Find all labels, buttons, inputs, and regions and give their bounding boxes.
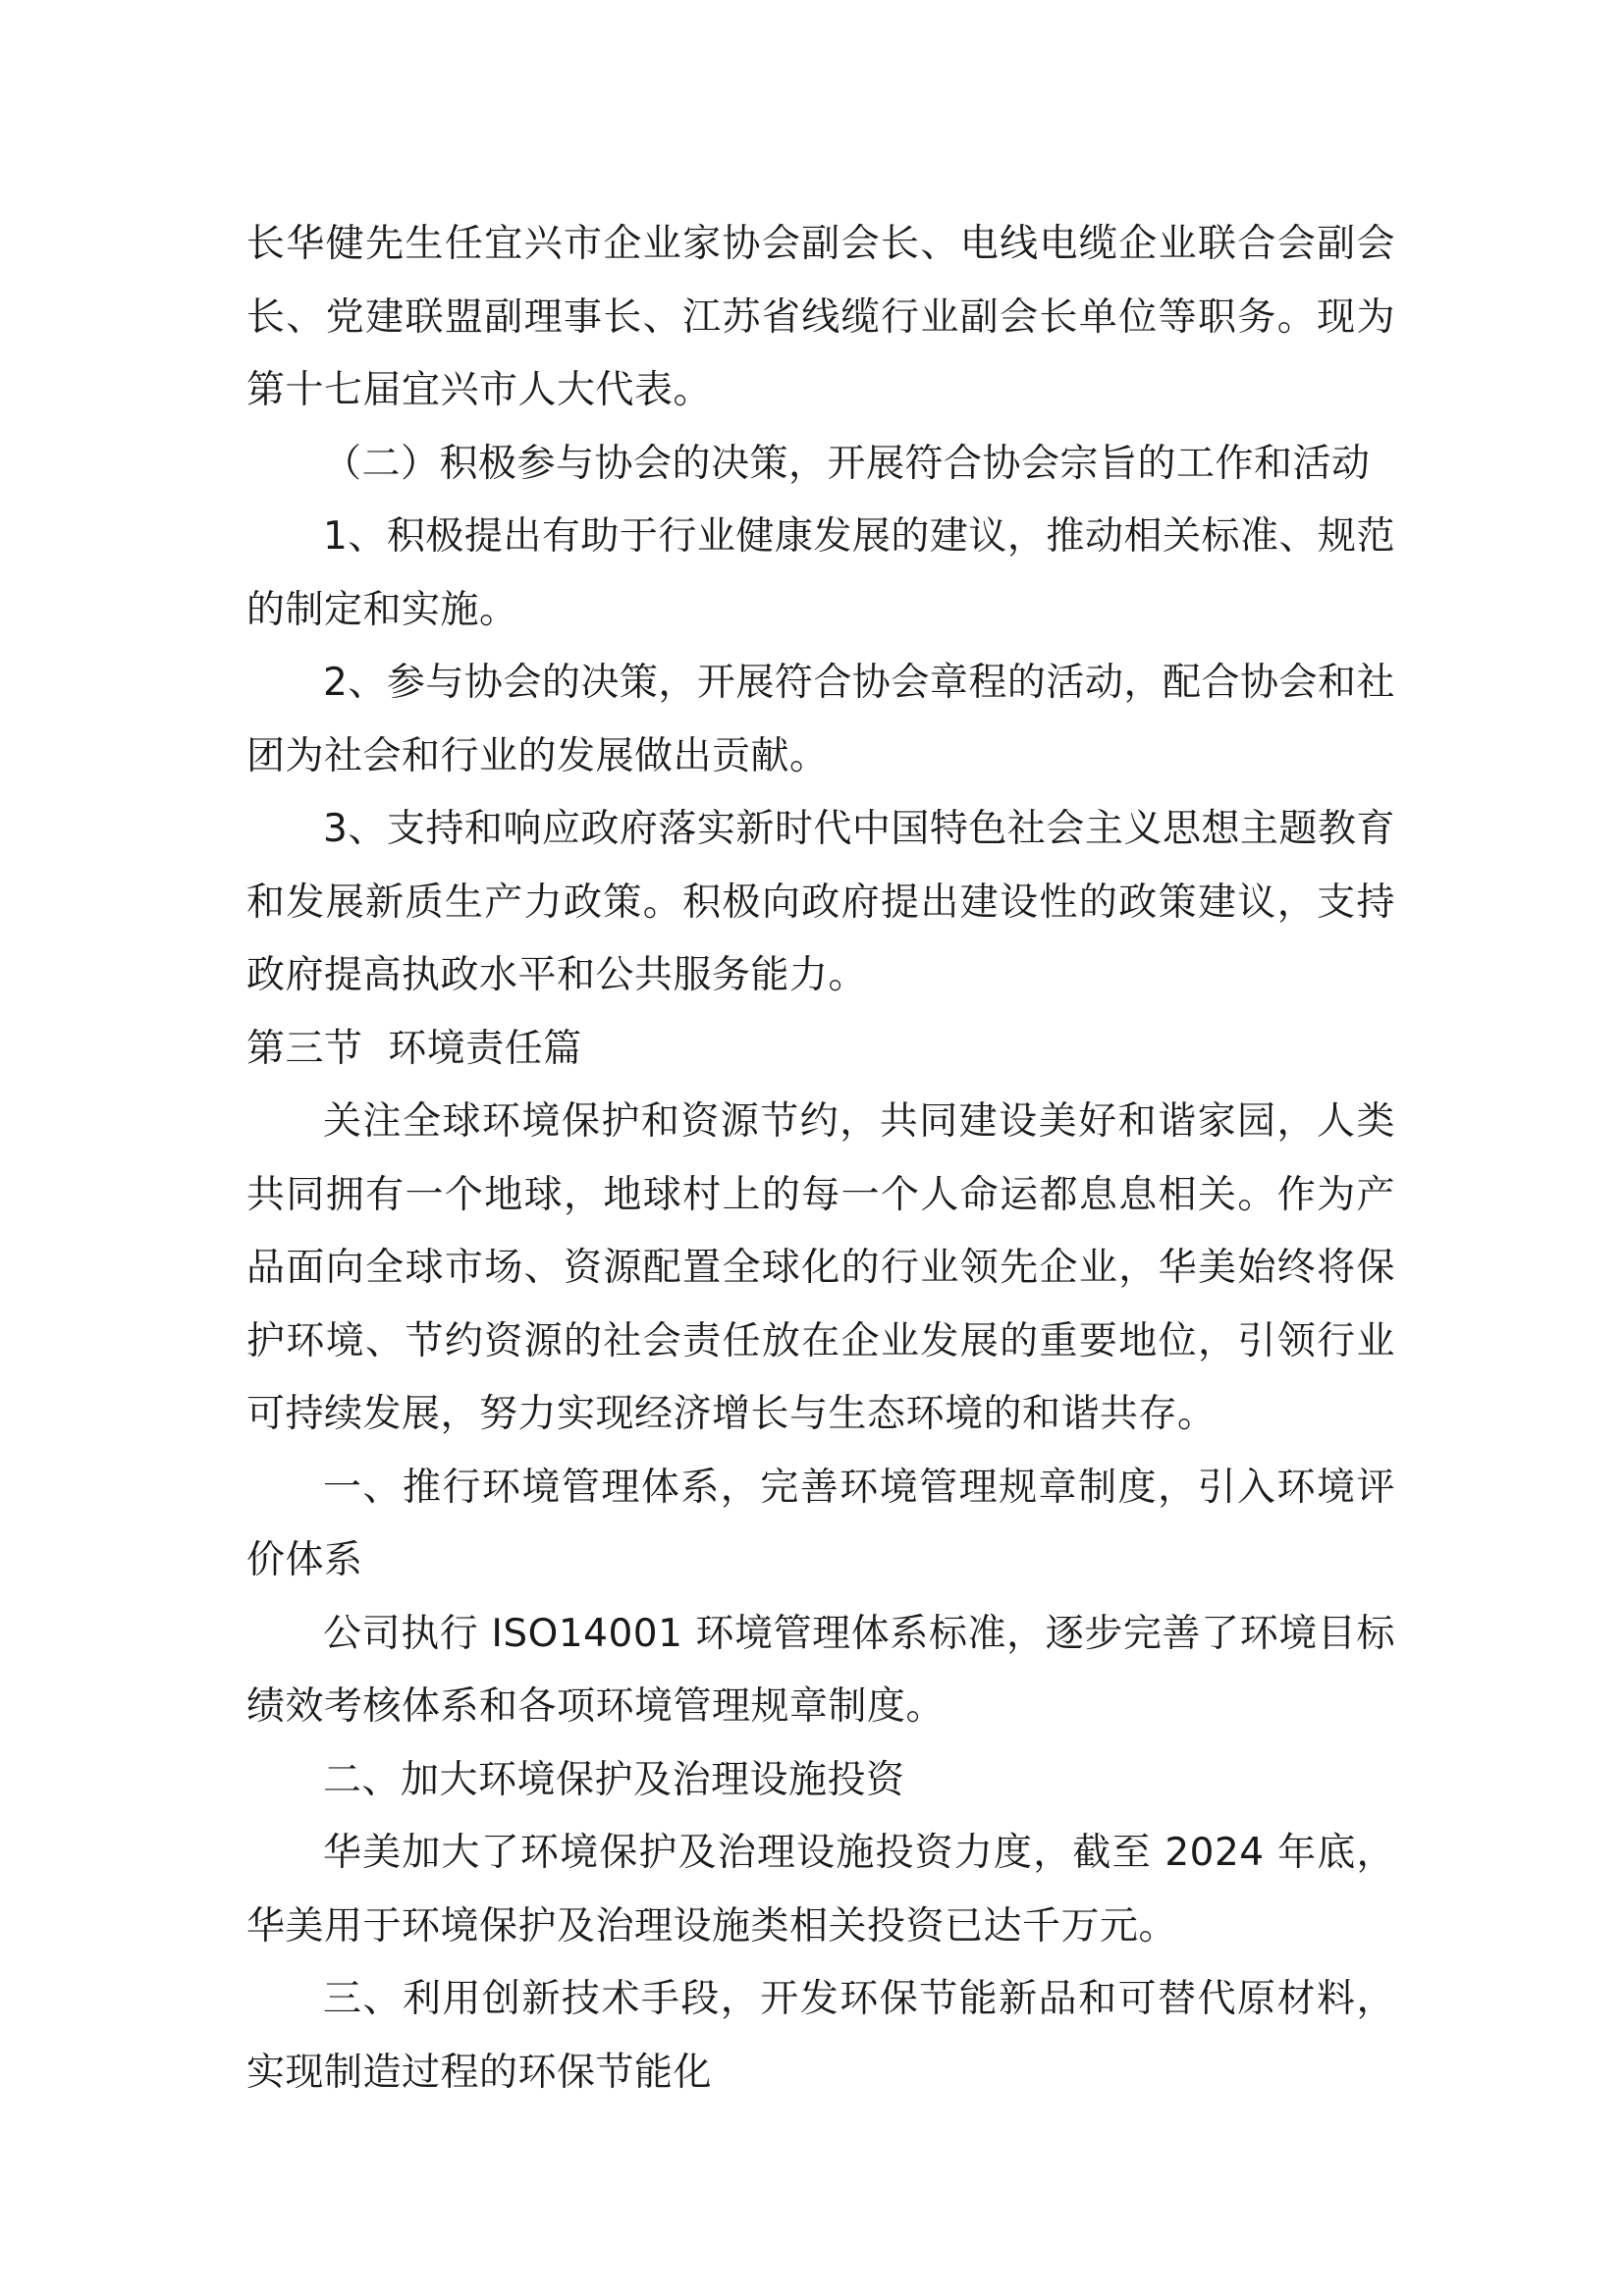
list-item-1: 1、积极提出有助于行业健康发展的建议，推动相关标准、规范的制定和实施。 [246,514,1395,632]
subsection-heading-association: （二）积极参与协会的决策，开展符合协会宗旨的工作和活动 [323,441,1371,486]
paragraph-continuation: 长华健先生任宜兴市企业家协会副会长、电线电缆企业联合会副会长、党建联盟副理事长、江苏省线缆行业副会长单位等职务。现为第十七届宜兴市人大代表。 [246,222,1395,412]
paragraph-iso14001: 公司执行 ISO14001 环境管理体系标准，逐步完善了环境目标绩效考核体系和各项环境管理规章制度。 [246,1611,1395,1729]
paragraph-investment: 华美加大了环境保护及治理设施投资力度，截至 2024 年底，华美用于环境保护及治理设施类相关投资已达千万元。 [246,1831,1395,1949]
section-heading-environment: 第三节 环境责任篇 [246,1026,582,1071]
paragraph-environment-intro: 关注全球环境保护和资源节约，共同建设美好和谐家园，人类共同拥有一个地球，地球村上的每一个人命运都息息相关。作为产品面向全球市场、资源配置全球化的行业领先企业，华美始终将保护环境、节约资源的社会责任放在企业发展的重要地位，引领行业可持续发展，努力实现经济增长与生态环境的和谐共存。 [246,1099,1395,1436]
subsection-heading-innovation: 三、利用创新技术手段，开发环保节能新品和可替代原材料，实现制造过程的环保节能化 [246,1977,1395,2095]
list-item-2: 2、参与协会的决策，开展符合协会章程的活动，配合协会和社团为社会和行业的发展做出贡献。 [246,661,1395,778]
list-item-3: 3、支持和响应政府落实新时代中国特色社会主义思想主题教育和发展新质生产力政策。积极向政府提出建设性的政策建议，支持政府提高执政水平和公共服务能力。 [246,807,1395,997]
subsection-heading-management-system: 一、推行环境管理体系，完善环境管理规章制度，引入环境评价体系 [246,1465,1395,1582]
document-page [246,208,1395,2109]
subsection-heading-investment: 二、加大环境保护及治理设施投资 [323,1757,905,1802]
